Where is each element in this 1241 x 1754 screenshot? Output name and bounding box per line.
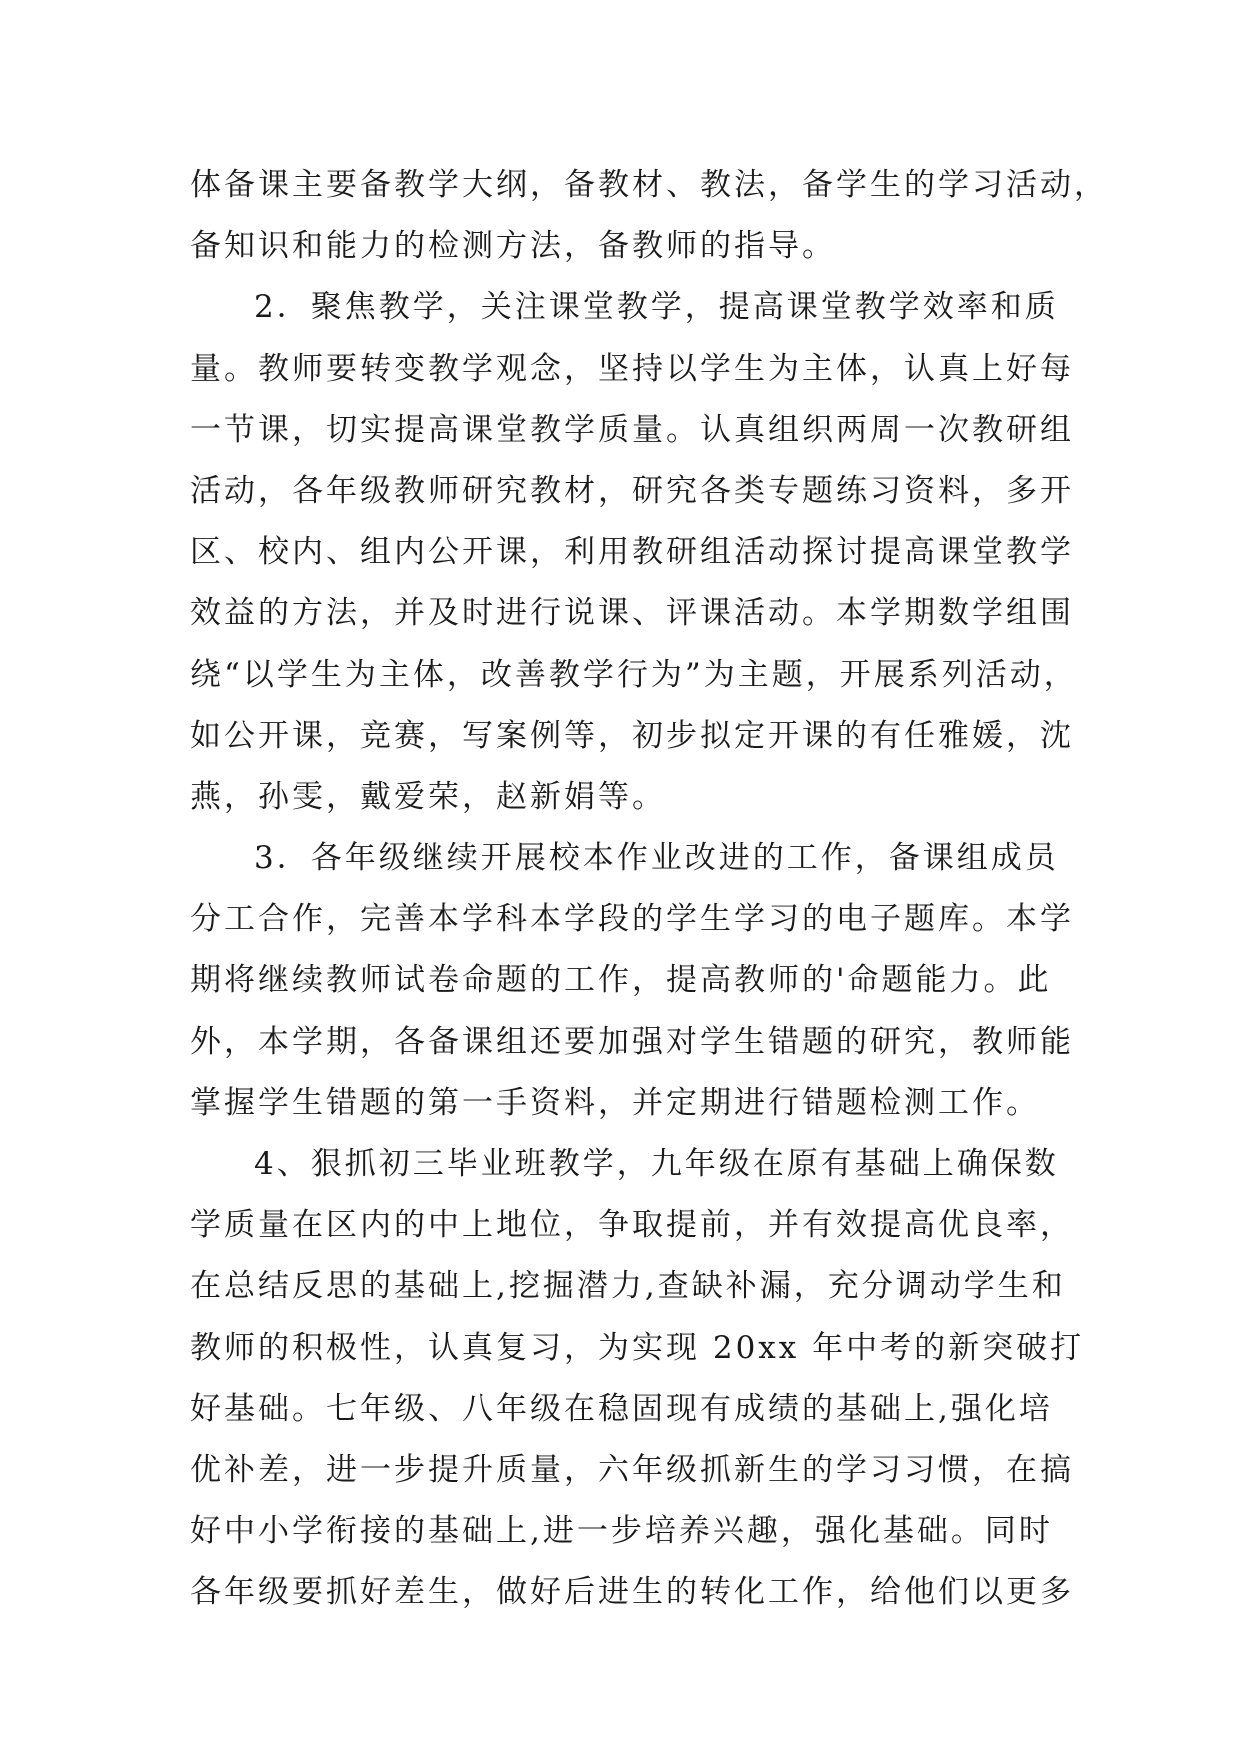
text-line: 期将继续教师试卷命题的工作，提高教师的'命题能力。此	[190, 962, 1052, 999]
document-body	[190, 155, 1108, 1624]
text-line: 外，本学期，各备课组还要加强对学生错题的研究，教师能	[190, 1023, 1074, 1060]
paragraph-3-start: 3．各年级继续开展校本作业改进的工作，备课组成员	[254, 840, 1059, 877]
text-line: 备知识和能力的检测方法，备教师的指导。	[190, 228, 836, 265]
text-line: 量。教师要转变教学观念，坚持以学生为主体，认真上好每	[190, 350, 1074, 387]
text-line: 在总结反思的基础上,挖掘潜力,查缺补漏，充分调动学生和	[190, 1268, 1066, 1305]
text-line: 好中小学衔接的基础上,进一步培养兴趣，强化基础。同时	[190, 1513, 1053, 1550]
text-line: 绕“以学生为主体，改善教学行为”为主题，开展系列活动，	[190, 656, 1078, 693]
text-line: 区、校内、组内公开课，利用教研组活动探讨提高课堂教学	[190, 534, 1074, 571]
paragraph-4-start: 4、狠抓初三毕业班教学，九年级在原有基础上确保数	[254, 1146, 1059, 1182]
text-line: 体备课主要备教学大纲，备教材、教法，备学生的学习活动，	[190, 167, 1108, 203]
paragraph-2-start: 2．聚焦教学，关注课堂教学，提高课堂教学效率和质	[254, 289, 1059, 326]
text-line: 如公开课，竞赛，写案例等，初步拟定开课的有任雅媛，沈	[190, 717, 1074, 754]
text-line: 教师的积极性，认真复习，为实现 20xx 年中考的新突破打	[190, 1329, 1085, 1366]
text-line: 优补差，进一步提升质量，六年级抓新生的学习习惯，在搞	[190, 1451, 1074, 1488]
text-line: 学质量在区内的中上地位，争取提前，并有效提高优良率，	[190, 1207, 1074, 1244]
text-line: 一节课，切实提高课堂教学质量。认真组织两周一次教研组	[190, 411, 1074, 448]
text-line: 效益的方法，并及时进行说课、评课活动。本学期数学组围	[190, 595, 1074, 632]
text-line: 分工合作，完善本学科本学段的学生学习的电子题库。本学	[190, 901, 1074, 938]
text-line: 各年级要抓好差生，做好后进生的转化工作，给他们以更多	[190, 1574, 1074, 1611]
text-line: 活动，各年级教师研究教材，研究各类专题练习资料，多开	[190, 472, 1074, 509]
text-line: 好基础。七年级、八年级在稳固现有成绩的基础上,强化培	[190, 1390, 1053, 1427]
text-line: 掌握学生错题的第一手资料，并定期进行错题检测工作。	[190, 1084, 1040, 1121]
text-line: 燕，孙雯，戴爱荣，赵新娟等。	[190, 778, 666, 815]
